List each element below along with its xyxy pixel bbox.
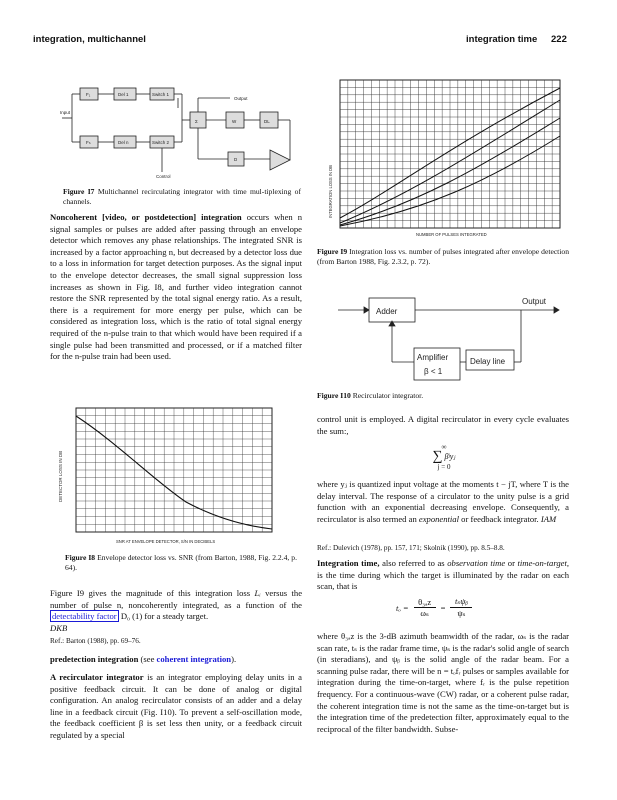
eq-numerator-2: tₛψᵦ	[454, 596, 468, 606]
integration-time-entry	[317, 558, 569, 593]
i7-label-output: Output	[234, 96, 248, 101]
noncoherent-term: Noncoherent [video, or postdetection] integration	[50, 212, 242, 222]
integration-loss-symbol: Lᵢ	[254, 588, 261, 598]
i7-label-f1: F₁	[86, 92, 91, 97]
i7-label-d: D	[234, 157, 238, 162]
integration-time-text-2: , is the time during which the target is illuminated by the radar on each scan, that is	[317, 558, 569, 592]
recirculator-text: is an integrator employing delay units in a positive feedback circuit. It can be done of analog or digital configuration. An analog recirculator consists of an adder and a delay line in a feedback circuit (Fig. I10). To prevent a self-oscillation mode, the feedback coefficient β is set less then unity, or a feedback circuit regulated by a special	[50, 672, 302, 740]
fig19-text-2: versus the number of pulse n, noncoherently integrated, as a function of the	[50, 588, 303, 610]
running-header-term: integration time	[466, 34, 538, 45]
running-header-left: integration, multichannel	[33, 34, 146, 45]
i10-delay-line: Delay line	[470, 357, 506, 366]
figure-i7-diagram	[58, 80, 306, 182]
integration-time-text-1: also referred to as	[382, 558, 445, 568]
author-dkb: DKB	[50, 622, 68, 633]
i7-label-control: Control	[156, 174, 171, 179]
figure-i8-label: Figure I8	[65, 553, 96, 562]
integration-time-term: Integration time,	[317, 558, 380, 568]
time-on-target-equation	[396, 596, 472, 619]
page-number: 222	[551, 34, 567, 45]
fig19-text-3: D₀ (1) for a steady target.	[120, 611, 209, 622]
sum-explanation	[317, 479, 569, 525]
ref-dulevich: Ref.: Dulevich (1978), pp. 157, 171; Skolnik (1990), pp. 8.5–8.8.	[317, 544, 505, 552]
i7-label-switch1: Switch 1	[152, 92, 170, 97]
time-on-target-term: time-on-target	[517, 558, 567, 568]
i10-beta: β < 1	[424, 367, 443, 376]
sum-explanation-text: where yⱼ is quantized input voltage at the moments t − jT, where T is the delay interval. The response of a circulator to the unity pulse is a grid function with an exponential decreasing envelope. Consequently, a recirculator is also termed an	[317, 479, 569, 524]
recirculator-term: A recirculator integrator	[50, 672, 144, 682]
integration-time-explanation: where θ₃ₐz is the 3-dB azimuth beamwidth of the radar, ωₛ is the radar scan rate, tₛ is the radar frame time, ψₛ is the radar's solid angle of search (in steradians), and ψᵦ is the solid angle of the radar beam. For a scanning pulse radar, there will be n = tₒfᵣ pulses or samples available for integration during the time-on-target, where fᵣ is the pulse repetition frequency. For a continuous-wave (CW) radar, or a coherent pulse radar, the coherent integration time is not the same as the time-on-target but is the integration time of the predetection filter, approximately equal to the reciprocal of the filter bandwidth. Subse-	[317, 631, 569, 734]
figure-i8-text: Envelope detector loss vs. SNR (from Barton, 1988, Fig. 2.2.4, p. 64).	[65, 553, 297, 573]
integration-time-or: or	[507, 558, 515, 568]
eq-equals: =	[440, 602, 446, 613]
figure-i9-chart	[326, 78, 566, 238]
i7-label-switch2: Switch 2	[152, 140, 170, 145]
i7-label-dl: DL	[264, 119, 270, 124]
exponential-word: exponential	[418, 513, 459, 524]
predetection-entry	[50, 654, 302, 666]
i7-label-del1: Del 1	[118, 92, 129, 97]
recirculator-continued: control unit is employed. A digital recirculator in every cycle evaluates the sum:,	[317, 414, 569, 436]
noncoherent-text: occurs when n signal samples or pulses are added after passing through an envelope detector which removes any phase relationships. The integrated SNR is increased by a factor approaching n, but decreased by a detector loss due to a loss in information for target detection purposes. As the signal input to the envelope detector decreases, the small signal suppression loss increases as shown in Fig. I8, and further video integration cannot restore the SNR represented by the total signal energy ratio. As a result, there is a requirement for more energy per pulse, which can be considered as integration loss, which is the ratio of total signal energy required of the n-pulse train to that which would have been required if a single pulse had been transmitted and processed, or if a matched filter for the n-pulse train had been used.	[50, 212, 302, 362]
figure-i8-caption	[65, 553, 297, 573]
ref-barton: Ref.: Barton (1988), pp. 69–76.	[50, 637, 141, 645]
i7-label-w: W	[232, 119, 237, 124]
figure-i10-label: Figure I10	[317, 391, 351, 400]
figure-i10-caption	[317, 391, 569, 401]
figure-i7-text: Multichannel recirculating integrator with time mul-tiplexing of channels.	[63, 187, 301, 207]
figure-i10-text: Recirculator integrator.	[352, 391, 424, 400]
i9-xlabel: NUMBER OF PULSES INTEGRATED	[416, 232, 487, 237]
sum-body: βʲyⱼ	[444, 452, 456, 461]
predetection-term: predetection integration	[50, 654, 139, 664]
eq-lhs: tₒ =	[396, 602, 409, 613]
detectability-factor-link[interactable]: detectability factor	[52, 611, 117, 622]
eq-numerator-1: θ₃ₐz	[418, 596, 432, 607]
fig19-text-1: Figure I9 gives the magnitude of this integration loss	[50, 588, 251, 598]
figure-i9-label: Figure I9	[317, 247, 348, 256]
figure-i9-caption	[317, 247, 569, 267]
figure-i10-diagram	[336, 288, 564, 386]
eq-denominator-1: ωₛ	[414, 607, 436, 619]
figure-i7-label: Figure I7	[63, 187, 95, 196]
figure-i7-caption	[63, 187, 301, 207]
noncoherent-paragraph	[50, 212, 302, 363]
author-iam: IAM	[540, 513, 557, 524]
sum-lower-limit: j = 0	[437, 463, 451, 472]
i7-label-deln: Del n	[118, 140, 129, 145]
predetection-end: ).	[231, 654, 237, 664]
summation-formula: ∞ ∑ βʲyⱼ j = 0	[424, 442, 464, 472]
i7-label-fn: Fₙ	[86, 140, 91, 145]
i10-output: Output	[522, 297, 547, 306]
i8-xlabel: SNR AT ENVELOPE DETECTOR, S/N IN DECIBELS	[116, 539, 216, 544]
sum-explanation-end: or feedback integrator.	[461, 513, 539, 524]
i10-amplifier: Amplifier	[417, 353, 449, 362]
figure-i9-text: Integration loss vs. number of pulses integrated after envelope detection (from Barton 1988, Fig. 2.3.2, p. 72).	[317, 247, 569, 267]
observation-time-term: observation time	[447, 558, 506, 568]
sum-upper-limit: ∞	[441, 443, 447, 451]
recirculator-paragraph	[50, 672, 302, 742]
predetection-see: (see	[140, 654, 155, 664]
i7-label-input: Input	[60, 110, 71, 115]
i9-ylabel: INTEGRATION LOSS IN DB	[328, 165, 333, 218]
fig19-paragraph	[50, 588, 302, 634]
figure-i8-chart	[56, 402, 278, 548]
coherent-integration-link[interactable]: coherent integration	[156, 654, 232, 664]
i8-ylabel: DETECTOR LOSS IN DB	[58, 450, 63, 502]
eq-denominator-2: ψₛ	[450, 607, 472, 619]
i10-adder: Adder	[376, 307, 398, 316]
i7-label-sum: Σ	[195, 119, 198, 124]
